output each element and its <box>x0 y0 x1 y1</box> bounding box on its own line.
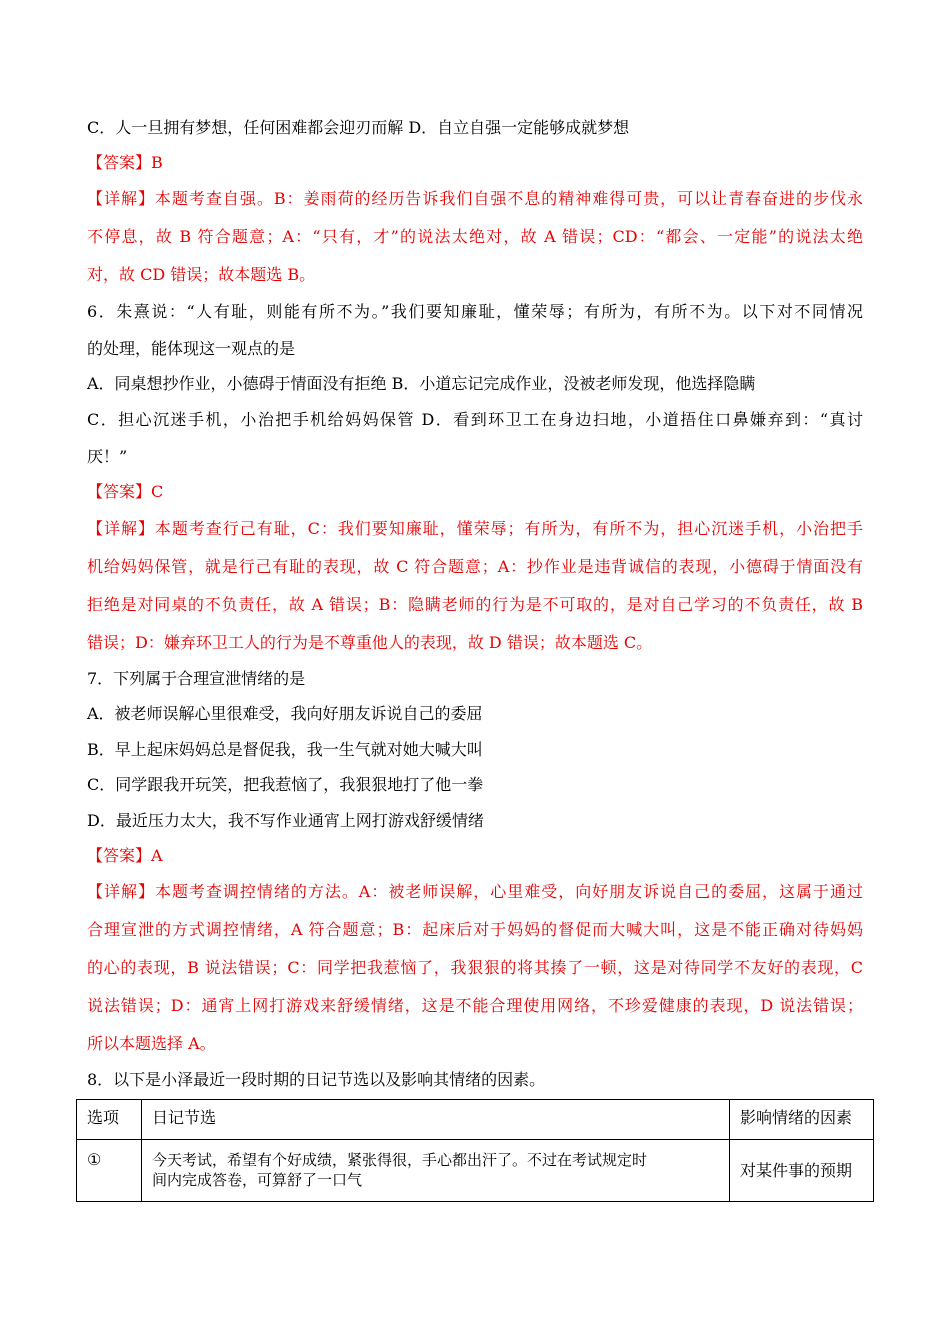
diary-table <box>76 1099 874 1202</box>
row-diary <box>142 1140 730 1202</box>
q5-answer: 【答案】B <box>87 153 163 172</box>
table-row <box>77 1140 874 1202</box>
q7-option-b: B．早上起床妈妈总是督促我，我一生气就对她大喊大叫 <box>87 740 483 759</box>
q7-answer: 【答案】A <box>87 846 163 865</box>
q7-option-a: A．被老师误解心里很难受，我向好朋友诉说自己的委屈 <box>87 704 483 723</box>
q7-detail-line: 说法错误；D：通宵上网打游戏来舒缓情绪，这是不能合理使用网络，不珍爱健康的表现，D 说法错误； <box>87 996 863 1015</box>
q5-detail-line: 【详解】本题考查自强。B：姜雨荷的经历告诉我们自强不息的精神难得可贵，可以让青春奋进的步伐永 <box>87 189 863 208</box>
row-diary-line: 间内完成答卷，可算舒了一口气 <box>152 1171 363 1189</box>
q6-stem-line: 的处理，能体现这一观点的是 <box>87 339 296 358</box>
q7-option-c: C．同学跟我开玩笑，把我惹恼了，我狠狠地打了他一拳 <box>87 775 484 794</box>
row-option: ① <box>77 1140 142 1202</box>
q5-detail-line: 对，故 CD 错误；故本题选 B。 <box>87 265 316 284</box>
q6-option-line: C．担心沉迷手机，小治把手机给妈妈保管 D．看到环卫工在身边扫地，小道捂住口鼻嫌弃到：“真讨 <box>87 410 863 429</box>
q6-answer: 【答案】C <box>87 482 164 501</box>
header-diary: 日记节选 <box>142 1100 730 1140</box>
header-option: 选项 <box>77 1100 142 1140</box>
q6-detail-line: 拒绝是对同桌的不负责任，故 A 错误；B：隐瞒老师的行为是不可取的，是对自己学习的不负责任，故 B <box>87 595 863 614</box>
row-factor: 对某件事的预期 <box>730 1140 874 1202</box>
q8-stem: 8．以下是小泽最近一段时期的日记节选以及影响其情绪的因素。 <box>87 1070 546 1089</box>
header-factor: 影响情绪的因素 <box>730 1100 874 1140</box>
q6-option-line: A．同桌想抄作业，小德碍于情面没有拒绝 B．小道忘记完成作业，没被老师发现，他选择隐瞒 <box>87 374 756 393</box>
q6-stem-line: 6．朱熹说：“人有耻，则能有所不为。”我们要知廉耻，懂荣辱；有所为，有所不为。以下对不同情况 <box>87 302 863 321</box>
table-header-row <box>77 1100 874 1140</box>
q6-detail-line: 【详解】本题考查行己有耻，C：我们要知廉耻，懂荣辱；有所为，有所不为，担心沉迷手机，小治把手 <box>87 519 863 538</box>
q7-detail-line: 合理宣泄的方式调控情绪，A 符合题意；B：起床后对于妈妈的督促而大喊大叫，这是不能正确对待妈妈 <box>87 920 863 939</box>
q7-stem: 7．下列属于合理宣泄情绪的是 <box>87 669 306 688</box>
q5-detail-line: 不停息，故 B 符合题意；A：“只有，才”的说法太绝对，故 A 错误；CD：“都会、一定能”的说法太绝 <box>87 227 863 246</box>
q7-detail-line: 的心的表现，B 说法错误；C：同学把我惹恼了，我狠狠的将其揍了一顿，这是对待同学不友好的表现，C <box>87 958 863 977</box>
q7-detail-line: 所以本题选择 A。 <box>87 1034 216 1053</box>
q6-detail-line: 错误；D：嫌弃环卫工人的行为是不尊重他人的表现，故 D 错误；故本题选 C。 <box>87 633 653 652</box>
q6-option-line: 厌！” <box>87 447 128 466</box>
row-diary-line: 今天考试，希望有个好成绩，紧张得很，手心都出汗了。不过在考试规定时 <box>152 1151 648 1169</box>
q5-options-cd: C．人一旦拥有梦想，任何困难都会迎刃而解 D．自立自强一定能够成就梦想 <box>87 118 630 137</box>
q6-detail-line: 机给妈妈保管，就是行己有耻的表现，故 C 符合题意；A：抄作业是违背诚信的表现，小德碍于情面没有 <box>87 557 863 576</box>
q7-detail-line: 【详解】本题考查调控情绪的方法。A：被老师误解，心里难受，向好朋友诉说自己的委屈，这属于通过 <box>87 882 863 901</box>
q7-option-d: D．最近压力太大，我不写作业通宵上网打游戏舒缓情绪 <box>87 811 484 830</box>
